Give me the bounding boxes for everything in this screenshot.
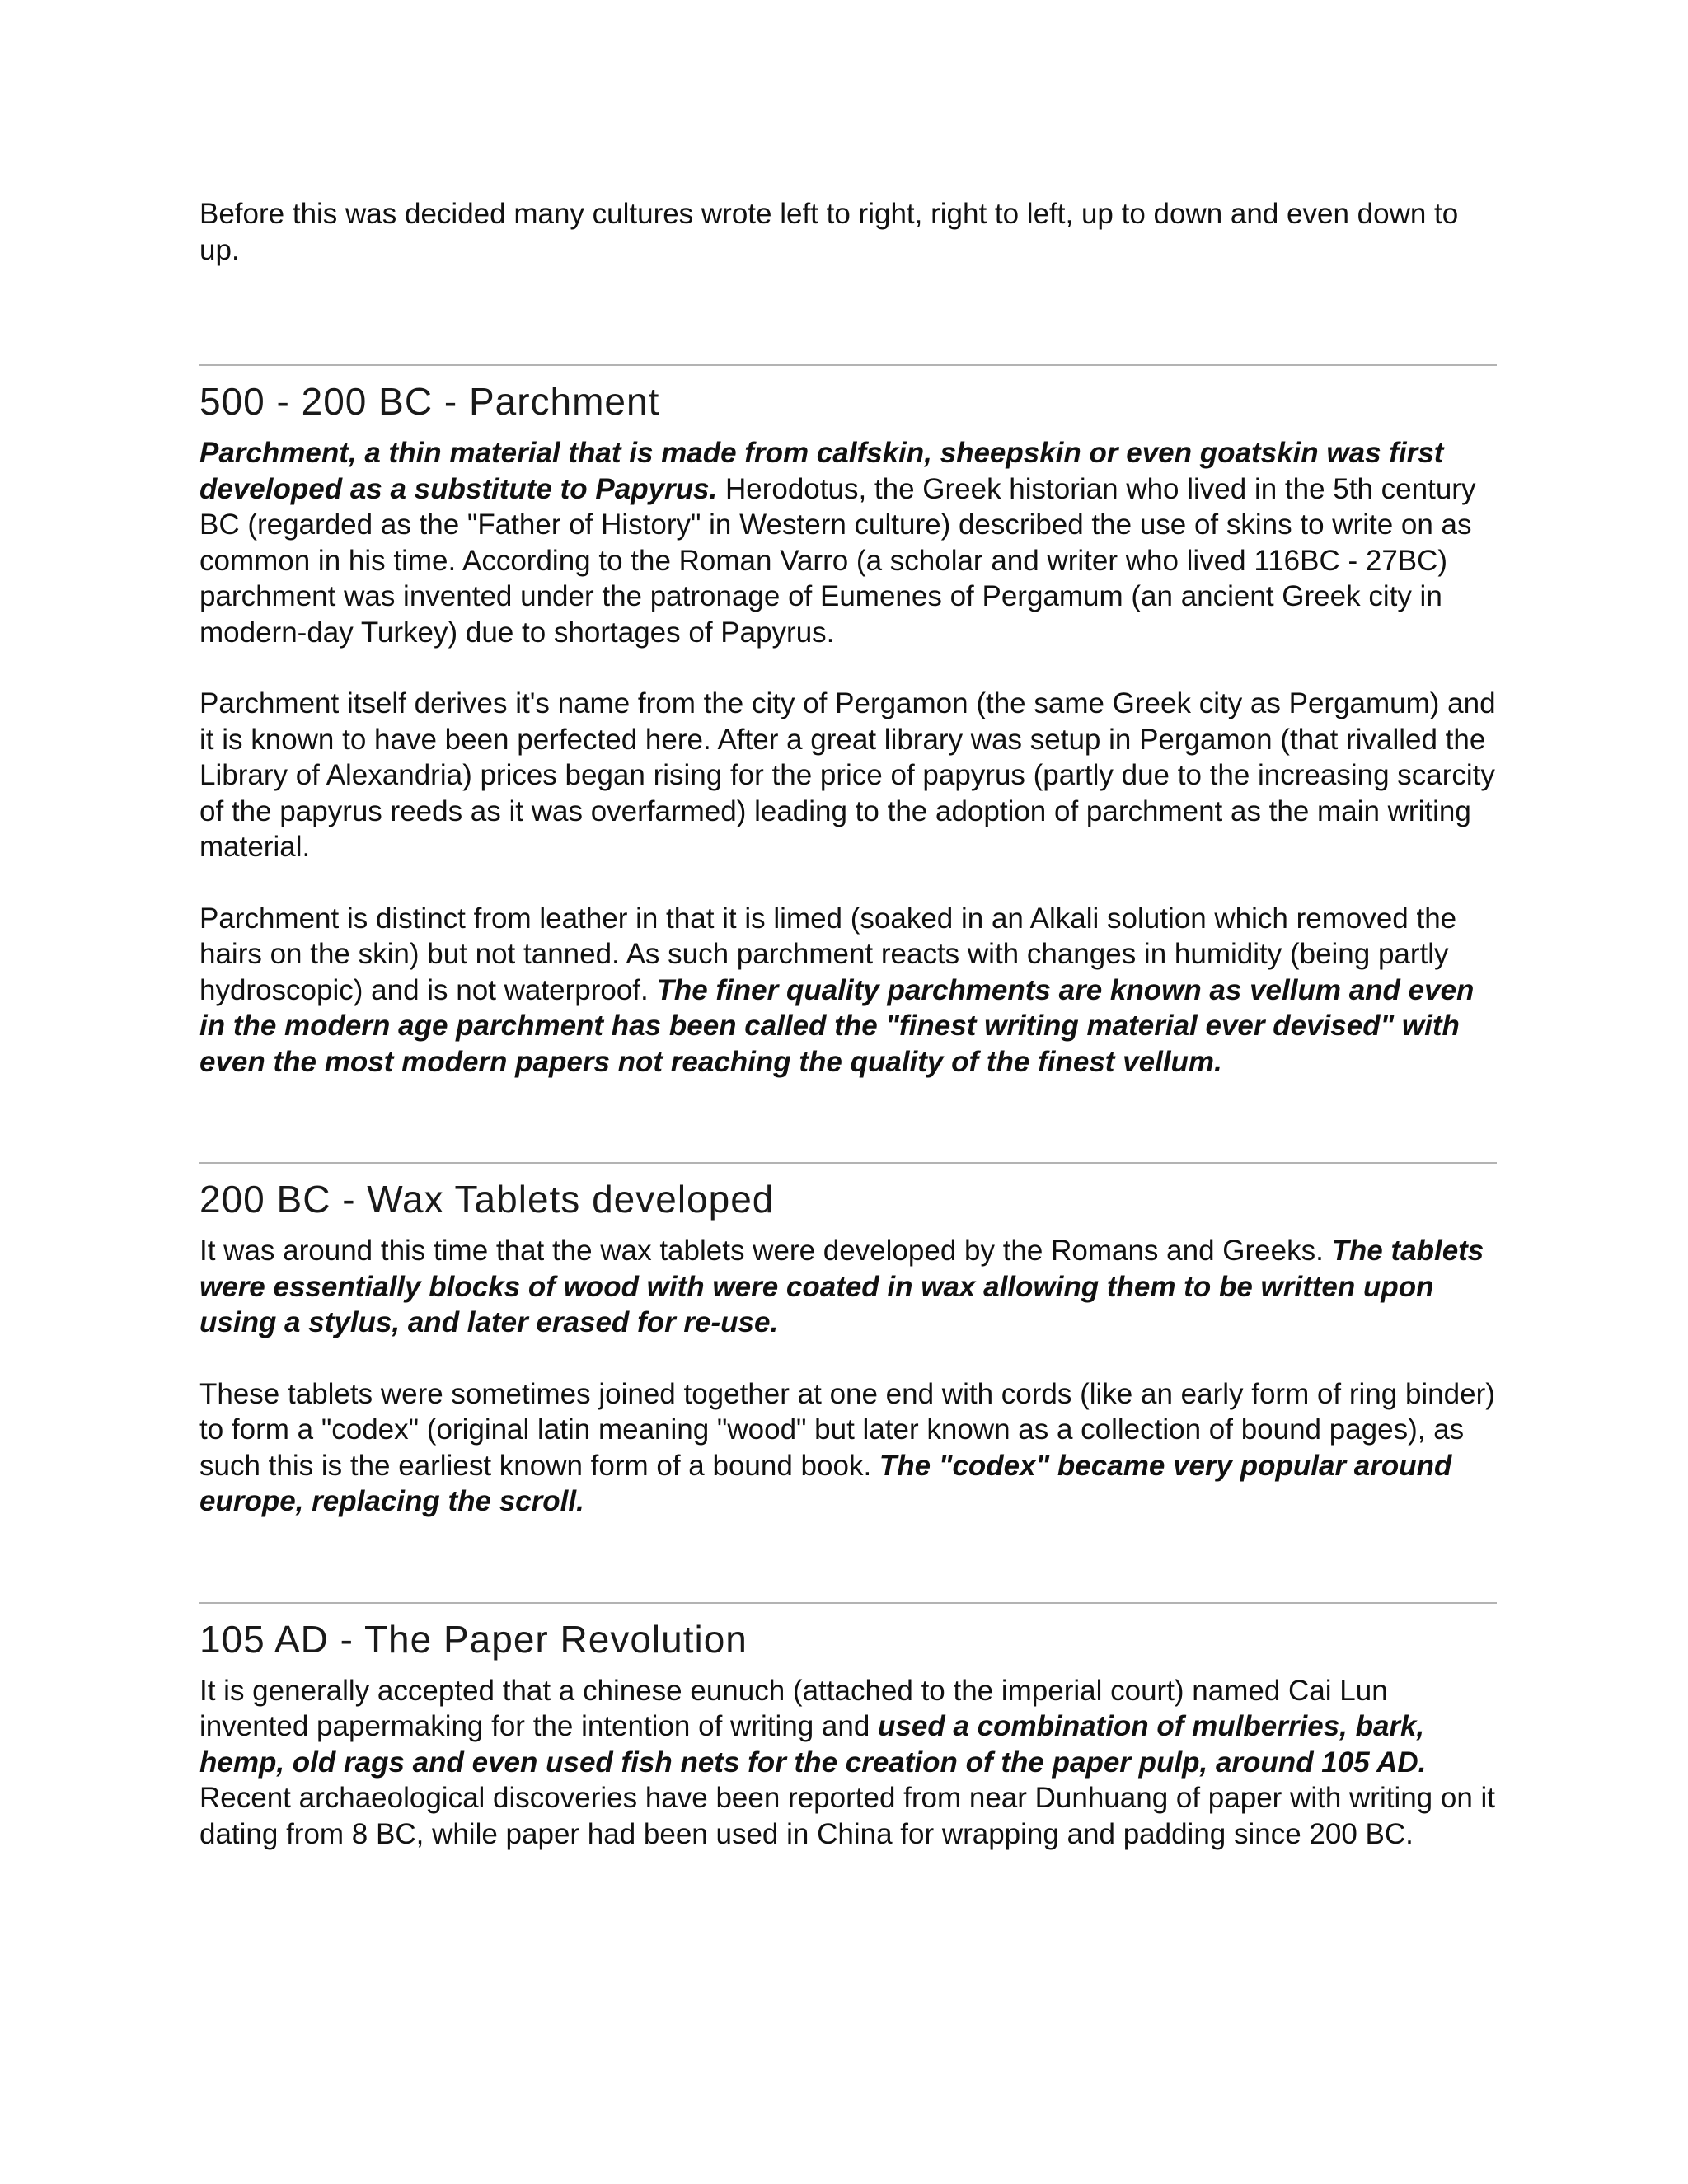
body-text: Parchment itself derives it's name from the city of Pergamon (the same Greek city as Pergamum) and it is known to have been perfected here. After a great library was setup in Pergamon (that rivalled the Library of Alexandria) prices began rising for the price of papyrus (partly due to the increasing scarcity of the papyrus reeds as it was overfarmed) leading to the adoption of parchment as the main writing material. [199,687,1496,863]
paragraph [199,1673,1497,1853]
emphasis-text: The tablets were essentially blocks of wood with were coated in wax allowing them to be written upon using a stylus, and later erased for re-use. [199,1235,1484,1338]
emphasis-text: The finer quality parchments are known as vellum and even in the modern age parchment has been called the "finest writing material ever devised" with even the most modern papers not reaching the quality of the finest vellum. [199,973,1475,1078]
section-heading: 500 - 200 BC - Parchment [199,380,660,423]
body-text: It was around this time that the wax tablets were developed by the Romans and Greeks. [199,1235,1332,1267]
section-paper-revolution [199,1602,1497,1853]
emphasis-text: The "codex" became very popular around europe, replacing the scroll. [199,1449,1452,1517]
section-divider [199,1162,1497,1164]
document-page [199,196,1497,1852]
paragraph [199,901,1497,1080]
emphasis-text: used a combination of mulberries, bark, hemp, old rags and even used fish nets for the creation of the paper pulp, around 105 AD. [199,1710,1427,1779]
body-text: Recent archaeological discoveries have been reported from near Dunhuang of paper with writing on it dating from 8 BC, while paper had been used in China for wrapping and padding since 200 BC. [199,1782,1496,1850]
section-divider [199,364,1497,366]
section-wax-tablets [199,1162,1497,1520]
body-text: It is generally accepted that a chinese eunuch (attached to the imperial court) named Cai Lun invented papermaking for the intention of writing and [199,1674,1388,1742]
body-text: Herodotus, the Greek historian who lived in the 5th century BC (regarded as the "Father of History" in Western culture) described the use of skins to write on as common in his time. According to the Roman Varro (a scholar and writer who lived 116BC - 27BC) parchment was invented under the patronage of Eumenes of Pergamum (an ancient Greek city in modern-day Turkey) due to shortages of Papyrus. [199,472,1476,649]
paragraph [199,1233,1497,1341]
body-text: Parchment is distinct from leather in that it is limed (soaked in an Alkali solution which removed the hairs on the skin) but not tanned. As such parchment reacts with changes in humidity (being partly hydroscopic) and is not waterproof. [199,902,1457,1006]
section-parchment [199,364,1497,1080]
section-heading: 105 AD - The Paper Revolution [199,1617,748,1661]
paragraph [199,686,1497,865]
paragraph [199,1376,1497,1520]
paragraph [199,435,1497,650]
section-divider [199,1602,1497,1604]
intro-paragraph: Before this was decided many cultures wrote left to right, right to left, up to down and even down to up. [199,198,1459,266]
emphasis-text: Parchment, a thin material that is made from calfskin, sheepskin or even goatskin was first developed as a substitute to Papyrus. [199,437,1444,505]
section-heading: 200 BC - Wax Tablets developed [199,1178,775,1221]
body-text: These tablets were sometimes joined together at one end with cords (like an early form of ring binder) to form a "codex" (original latin meaning "wood" but later known as a collection of bound pages), as such this is the earliest known form of a bound book. [199,1377,1495,1482]
